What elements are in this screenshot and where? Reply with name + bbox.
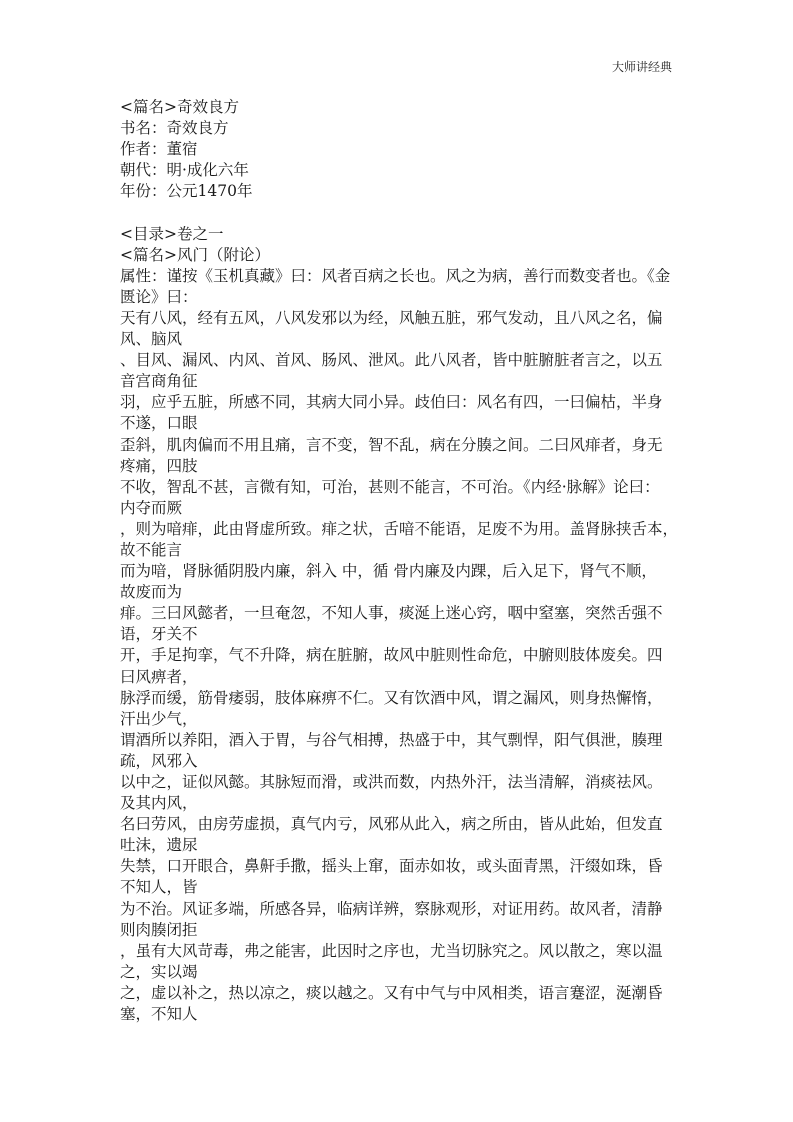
- year: 年份：公元1470年: [120, 182, 253, 201]
- body-line: 不遂，口眼: [120, 414, 198, 433]
- body-line: 为不治。风证多端，所感各异，临病详辨，察脉观形，对证用药。故风者，清静: [120, 899, 663, 918]
- body-line: 而为喑，肾脉循阴股内廉，斜入 中，循 骨内廉及内踝，后入足下，肾气不顺，: [120, 562, 657, 581]
- body-line: 歪斜，肌肉偏而不用且痛，言不变，智不乱，病在分腠之间。二曰风痱者，身无: [120, 435, 663, 454]
- document-body: [120, 97, 688, 1025]
- body-line: 不知人，皆: [120, 878, 198, 897]
- body-line: 之，虚以补之，热以凉之，痰以越之。又有中气与中风相类，语言蹇涩，涎潮昏: [120, 983, 663, 1002]
- book-name: 书名：奇效良方: [120, 119, 229, 138]
- body-line: ，虽有大风苛毒，弗之能害，此因时之序也，尤当切脉究之。风以散之，寒以温: [120, 941, 663, 960]
- body-line: 、目风、漏风、内风、首风、肠风、泄风。此八风者，皆中脏腑脏者言之，以五: [120, 351, 663, 370]
- body-line: 名曰劳风，由房劳虚损，真气内亏，风邪从此入，病之所由，皆从此始，但发直: [120, 815, 663, 834]
- body-line: 不收，智乱不甚，言微有知，可治，甚则不能言，不可治。《内经·脉解》论曰：: [120, 477, 660, 496]
- toc-volume: <目录>卷之一: [120, 224, 224, 243]
- dynasty: 朝代：明·成化六年: [120, 161, 249, 180]
- body-line: 痱。三曰风懿者，一旦奄忽，不知人事，痰涎上迷心窍，咽中窒塞，突然舌强不: [120, 604, 663, 623]
- body-line: 疼痛，四肢: [120, 456, 198, 475]
- body-line: 则肉腠闭拒: [120, 920, 198, 939]
- body-line: 汗出少气，: [120, 709, 198, 728]
- body-line: 音宫商角征: [120, 372, 198, 391]
- body-line: 塞，不知人: [120, 1005, 198, 1024]
- body-line: 开，手足拘挛，气不升降，病在脏腑，故风中脏则性命危，中腑则肢体废矣。四: [120, 646, 663, 665]
- body-text: [120, 266, 688, 1025]
- body-line: 匮论》曰：: [120, 287, 198, 306]
- author: 作者：董宿: [120, 140, 198, 159]
- spacer: [120, 202, 688, 223]
- body-line: 以中之，证似风懿。其脉短而滑，或洪而数，内热外汗，法当清解，消痰祛风。: [120, 773, 663, 791]
- body-line: 吐沫，遗尿: [120, 836, 198, 855]
- chapter-title: <篇名>奇效良方: [120, 98, 239, 116]
- body-line: 故不能言: [120, 540, 183, 559]
- body-line: 天有八风，经有五风，八风发邪以为经，风触五脏，邪气发动，且八风之名，偏: [120, 308, 663, 327]
- body-line: 风、脑风: [120, 330, 183, 349]
- body-line: ，则为喑痱，此由肾虚所致。痱之状，舌喑不能语，足废不为用。盖肾脉挟舌本，: [120, 519, 679, 538]
- body-line: 疏，风邪入: [120, 751, 198, 770]
- body-line: 内夺而厥: [120, 498, 183, 517]
- body-line: 及其内风，: [120, 794, 198, 813]
- body-line: 语，牙关不: [120, 625, 198, 644]
- body-line: 失禁，口开眼合，鼻鼾手撒，摇头上窜，面赤如妆，或头面青黑，汗缀如珠，昏: [120, 857, 663, 876]
- section-title: <篇名>风门（附论）: [120, 245, 270, 264]
- body-line: 羽，应乎五脏，所感不同，其病大同小异。歧伯曰：风名有四，一曰偏枯，半身: [120, 393, 663, 412]
- body-line: 谓酒所以养阳，酒入于胃，与谷气相搏，热盛于中，其气剽悍，阳气俱泄，腠理: [120, 730, 663, 749]
- body-line: 脉浮而缓，筋骨痿弱，肢体麻痹不仁。又有饮酒中风，谓之漏风，则身热懈惰，: [120, 688, 663, 707]
- body-line: 属性：谨按《玉机真藏》曰：风者百病之长也。风之为病，善行而数变者也。《金: [120, 266, 671, 285]
- body-line: 曰风痹者，: [120, 667, 198, 686]
- running-header: 大师讲经典: [612, 60, 673, 74]
- body-line: 之，实以竭: [120, 962, 198, 981]
- body-line: 故废而为: [120, 583, 183, 602]
